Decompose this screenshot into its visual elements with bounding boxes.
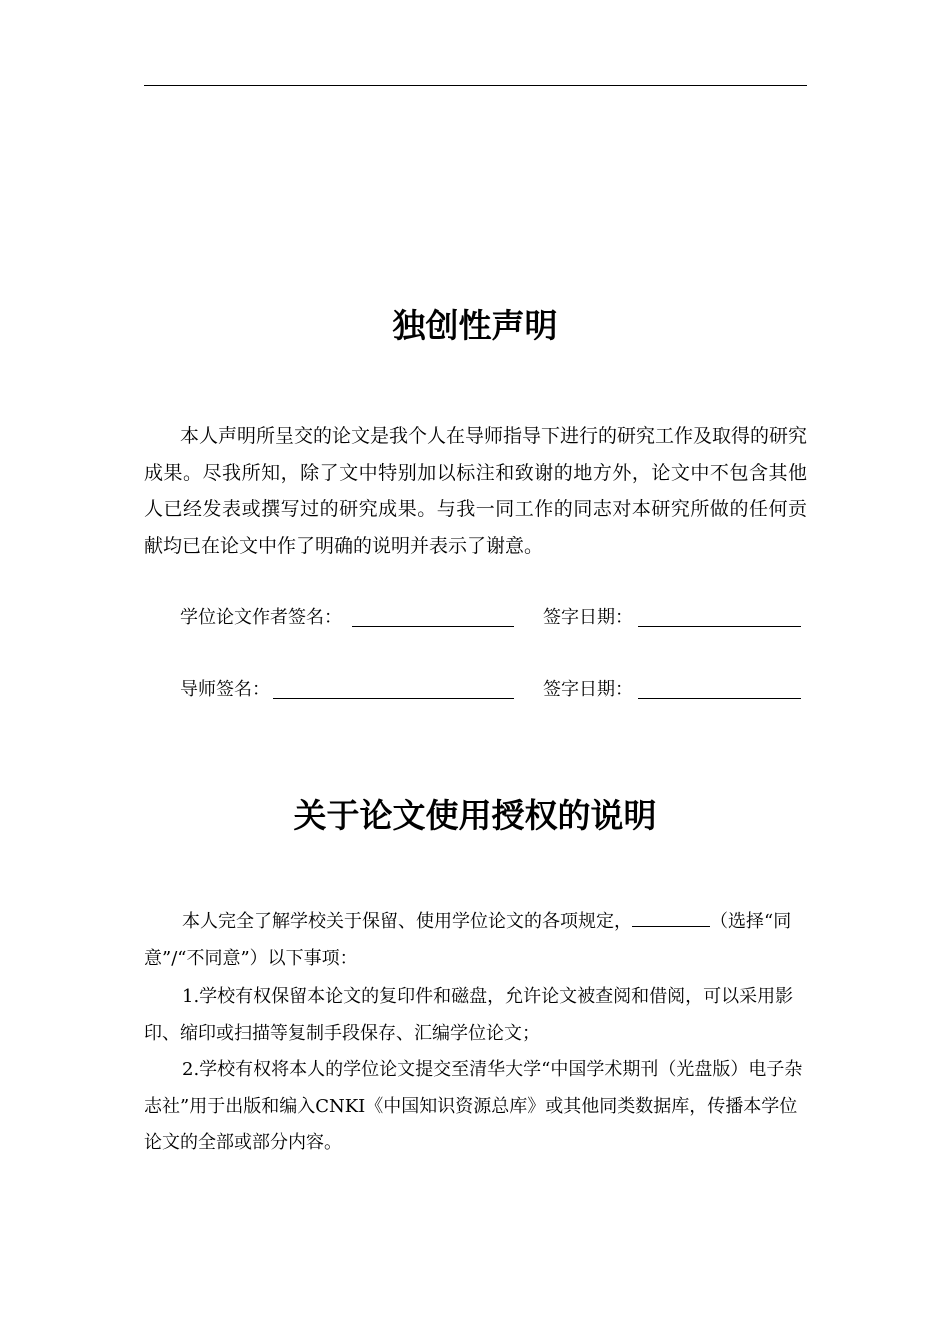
date-label-1: 签字日期： xyxy=(543,607,633,628)
authorization-intro-choice: （选择“同意”/“不同意”）以下事项： xyxy=(144,911,792,969)
date-label-2: 签字日期： xyxy=(543,679,633,700)
author-signature-label: 学位论文作者签名： xyxy=(180,607,342,628)
consent-choice-field[interactable] xyxy=(632,910,710,927)
authorization-item-2: 2.学校有权将本人的学位论文提交至清华大学“中国学术期刊（光盘版）电子杂志社”用于出版和编入CNKI《中国知识资源总库》或其他同类数据库，传播本学位论文的全部或部分内容。 xyxy=(144,1059,803,1153)
author-signature-field[interactable] xyxy=(352,626,514,627)
advisor-signature-label: 导师签名： xyxy=(180,679,270,700)
header-rule xyxy=(144,85,807,86)
authorization-intro xyxy=(144,904,807,977)
date-field-2[interactable] xyxy=(638,698,801,699)
declaration-body: 本人声明所呈交的论文是我个人在导师指导下进行的研究工作及取得的研究成果。尽我所知，除了文中特别加以标注和致谢的地方外，论文中不包含其他人已经发表或撰写过的研究成果。与我一同工作的同志对本研究所做的任何贡献均已在论文中作了明确的说明并表示了谢意。 xyxy=(144,425,808,557)
date-field-1[interactable] xyxy=(638,626,801,627)
authorization-intro-text: 本人完全了解学校关于保留、使用学位论文的各项规定， xyxy=(182,911,632,932)
authorization-item-1: 1.学校有权保留本论文的复印件和磁盘，允许论文被查阅和借阅，可以采用影印、缩印或扫描等复制手段保存、汇编学位论文； xyxy=(144,986,794,1044)
authorization-title: 关于论文使用授权的说明 xyxy=(293,796,657,835)
advisor-signature-field[interactable] xyxy=(273,698,514,699)
declaration-title: 独创性声明 xyxy=(392,306,558,345)
